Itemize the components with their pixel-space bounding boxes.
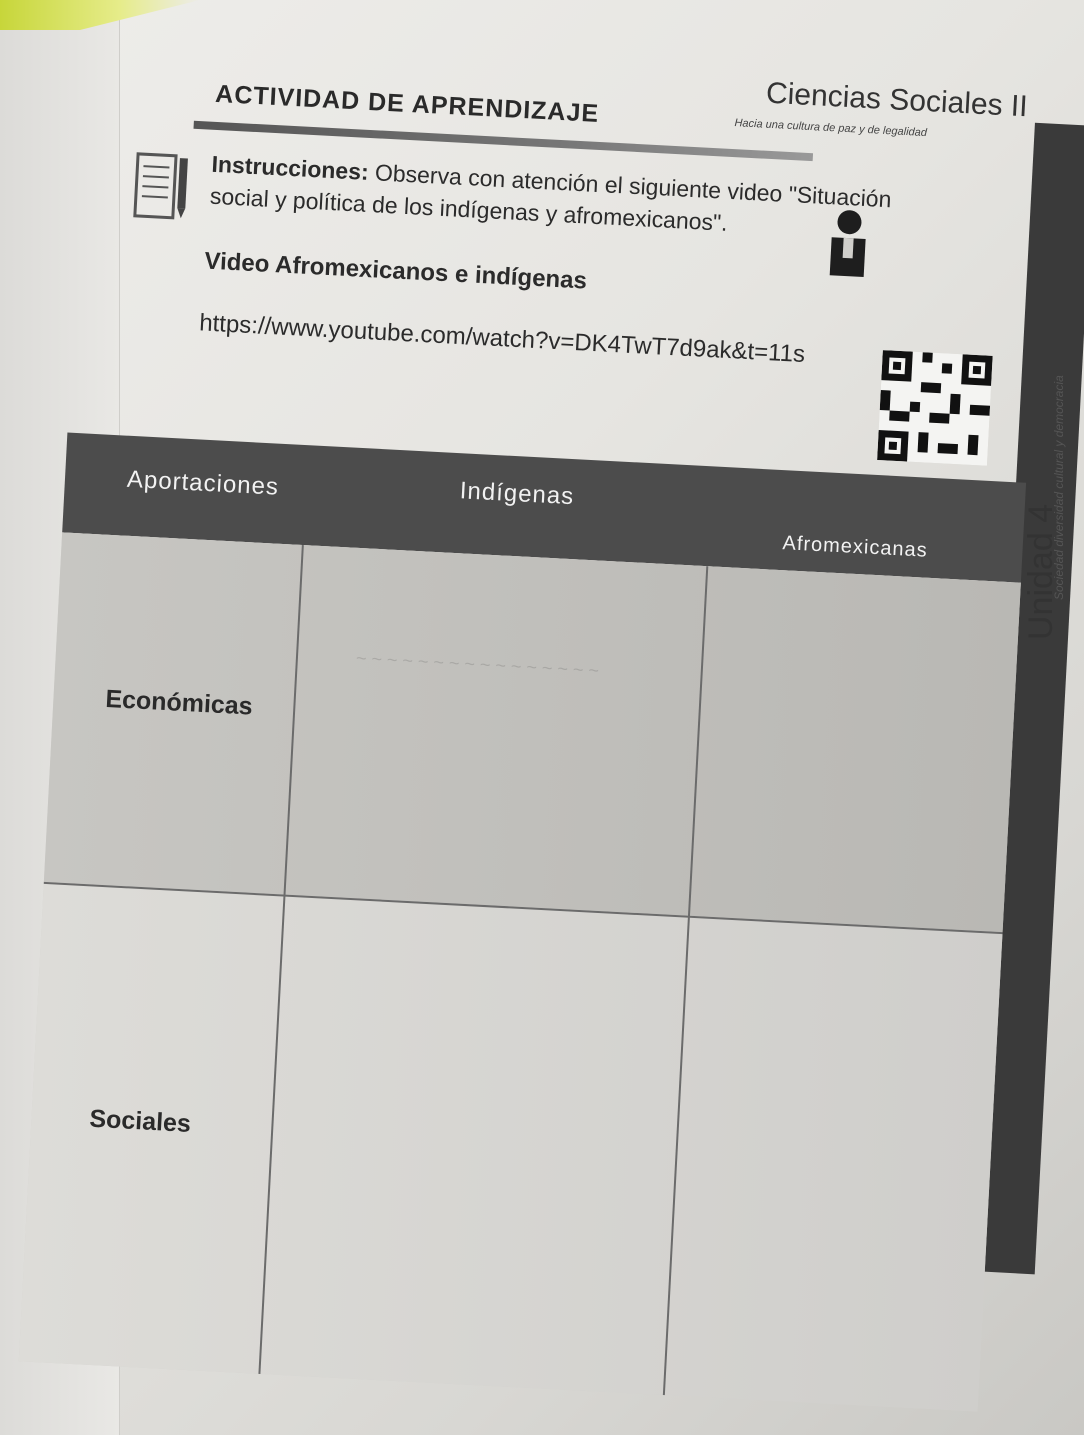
header-afromexicanas: Afromexicanas	[782, 532, 929, 562]
instructions-label: Instrucciones:	[210, 150, 370, 185]
row-label-economicas: Económicas	[104, 684, 254, 721]
instructions-text: Observa con atención el siguiente video "Situación social y política de los indígenas y afromexicanos".	[209, 158, 893, 236]
header-aportaciones: Aportaciones	[126, 465, 280, 501]
unit-label: Unidad 4	[1022, 503, 1060, 640]
activity-title: ACTIVIDAD DE APRENDIZAJE	[214, 79, 600, 128]
side-topic: Sociedad diversidad cultural y democracia	[1052, 375, 1066, 600]
header-indigenas: Indígenas	[459, 477, 575, 511]
notebook-icon	[128, 146, 192, 229]
row-label-sociales: Sociales	[88, 1104, 192, 1138]
video-title: Video Afromexicanos e indígenas	[203, 247, 588, 295]
aportaciones-table	[19, 433, 1026, 1412]
table-row	[44, 532, 1021, 932]
table-body	[19, 532, 1021, 1411]
course-title: Ciencias Sociales II	[765, 76, 1029, 124]
qr-code-icon[interactable]	[877, 350, 993, 466]
table-row	[19, 882, 1003, 1412]
instructions	[209, 148, 931, 250]
bleed-through-text: ~ ~ ~ ~ ~ ~ ~ ~ ~ ~ ~ ~ ~ ~ ~ ~	[355, 647, 600, 681]
course-subtitle: Hacia una cultura de paz y de legalidad	[734, 117, 928, 140]
video-url[interactable]: https://www.youtube.com/watch?v=DK4TwT7d9ak&t=11s	[198, 309, 806, 369]
